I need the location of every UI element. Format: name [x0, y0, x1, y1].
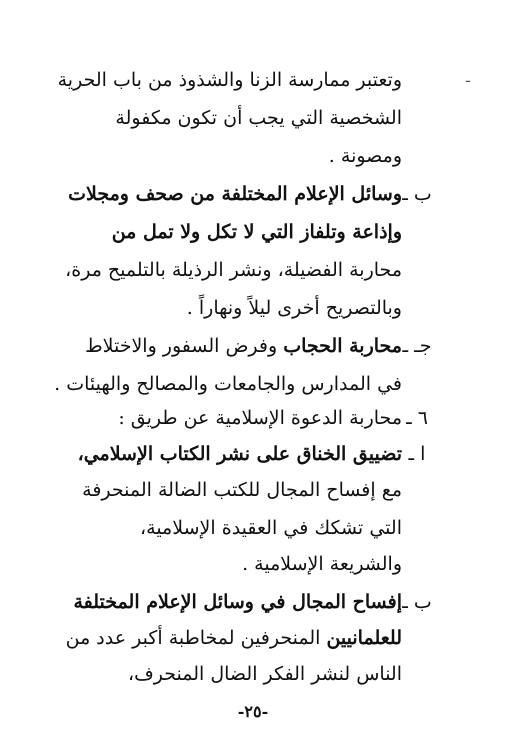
line-text: [118, 400, 402, 436]
plain-phrase: والشريعة الإسلامية .: [242, 553, 402, 575]
plain-phrase: محاربة الدعوة الإسلامية عن طريق :: [118, 407, 402, 429]
text-line: [0, 584, 506, 620]
page-number: -٢٥-: [237, 702, 269, 721]
line-text: [140, 290, 402, 326]
bold-phrase: محاربة الحجاب: [283, 335, 402, 357]
text-line: [0, 546, 506, 582]
margin-mark: ـ: [465, 70, 470, 86]
list-marker: جـ ـ: [402, 335, 432, 357]
text-line: [0, 656, 506, 692]
plain-phrase: الناس لنشر الفكر الضال المنحرف،: [127, 663, 402, 685]
line-text: [65, 252, 402, 288]
text-line: [0, 252, 506, 288]
list-marker: ب ـ: [402, 591, 432, 613]
text-line: [0, 138, 506, 174]
text-line: [0, 436, 506, 472]
plain-phrase: وبالتصريح أخرى ليلاً ونهاراً .: [186, 297, 402, 319]
text-line: [0, 328, 506, 364]
line-text: [115, 100, 402, 136]
line-text: [65, 620, 402, 656]
line-text: [85, 328, 402, 364]
line-text: [82, 472, 402, 508]
text-line: [0, 62, 506, 98]
text-line: [0, 290, 506, 326]
plain-phrase: التي تشكك في العقيدة الإسلامية،: [140, 517, 402, 539]
text-line: [0, 400, 506, 436]
text-line: [0, 100, 506, 136]
plain-phrase: المنحرفين لمخاطبة أكبر عدد من: [65, 627, 327, 649]
text-line: [0, 510, 506, 546]
line-text: [111, 214, 402, 250]
plain-phrase: وتعتبر ممارسة الزنا والشذوذ من باب الحرية: [57, 69, 402, 91]
text-line: [0, 214, 506, 250]
bold-phrase: تضييق الخناق على نشر الكتاب الإسلامي،: [77, 443, 402, 465]
line-text: [57, 62, 402, 98]
line-text: [140, 510, 402, 546]
plain-phrase: مع إفساح المجال للكتب الضالة المنحرفة: [82, 479, 402, 501]
list-marker: ب ـ: [402, 183, 432, 205]
bold-phrase: وسائل الإعلام المختلفة من صحف ومجلات: [68, 183, 402, 205]
plain-phrase: محاربة الفضيلة، ونشر الرذيلة بالتلميح مرة،: [65, 259, 402, 281]
plain-phrase: ومصونة .: [328, 145, 402, 167]
line-text: [140, 546, 402, 582]
line-text: [68, 176, 402, 212]
plain-phrase: وفرض السفور والاختلاط: [85, 335, 284, 357]
plain-phrase: في المدارس والجامعات والمصالح والهيئات .: [54, 373, 402, 395]
list-marker: ا ـ: [408, 443, 426, 465]
text-line: [0, 366, 506, 402]
line-text: [140, 138, 402, 174]
text-line: [0, 472, 506, 508]
text-line: [0, 176, 506, 212]
bold-phrase: للعلمانيين: [326, 627, 402, 649]
list-marker: ٦ ـ: [406, 407, 428, 429]
text-line: [0, 620, 506, 656]
line-text: [73, 584, 402, 620]
bold-phrase: وإذاعة وتلفاز التي لا تكل ولا تمل من: [111, 221, 402, 243]
line-text: [77, 436, 402, 472]
plain-phrase: الشخصية التي يجب أن تكون مكفولة: [115, 107, 402, 129]
line-text: [54, 366, 402, 402]
bold-phrase: إفساح المجال في وسائل الإعلام المختلفة: [73, 591, 402, 613]
line-text: [127, 656, 402, 692]
